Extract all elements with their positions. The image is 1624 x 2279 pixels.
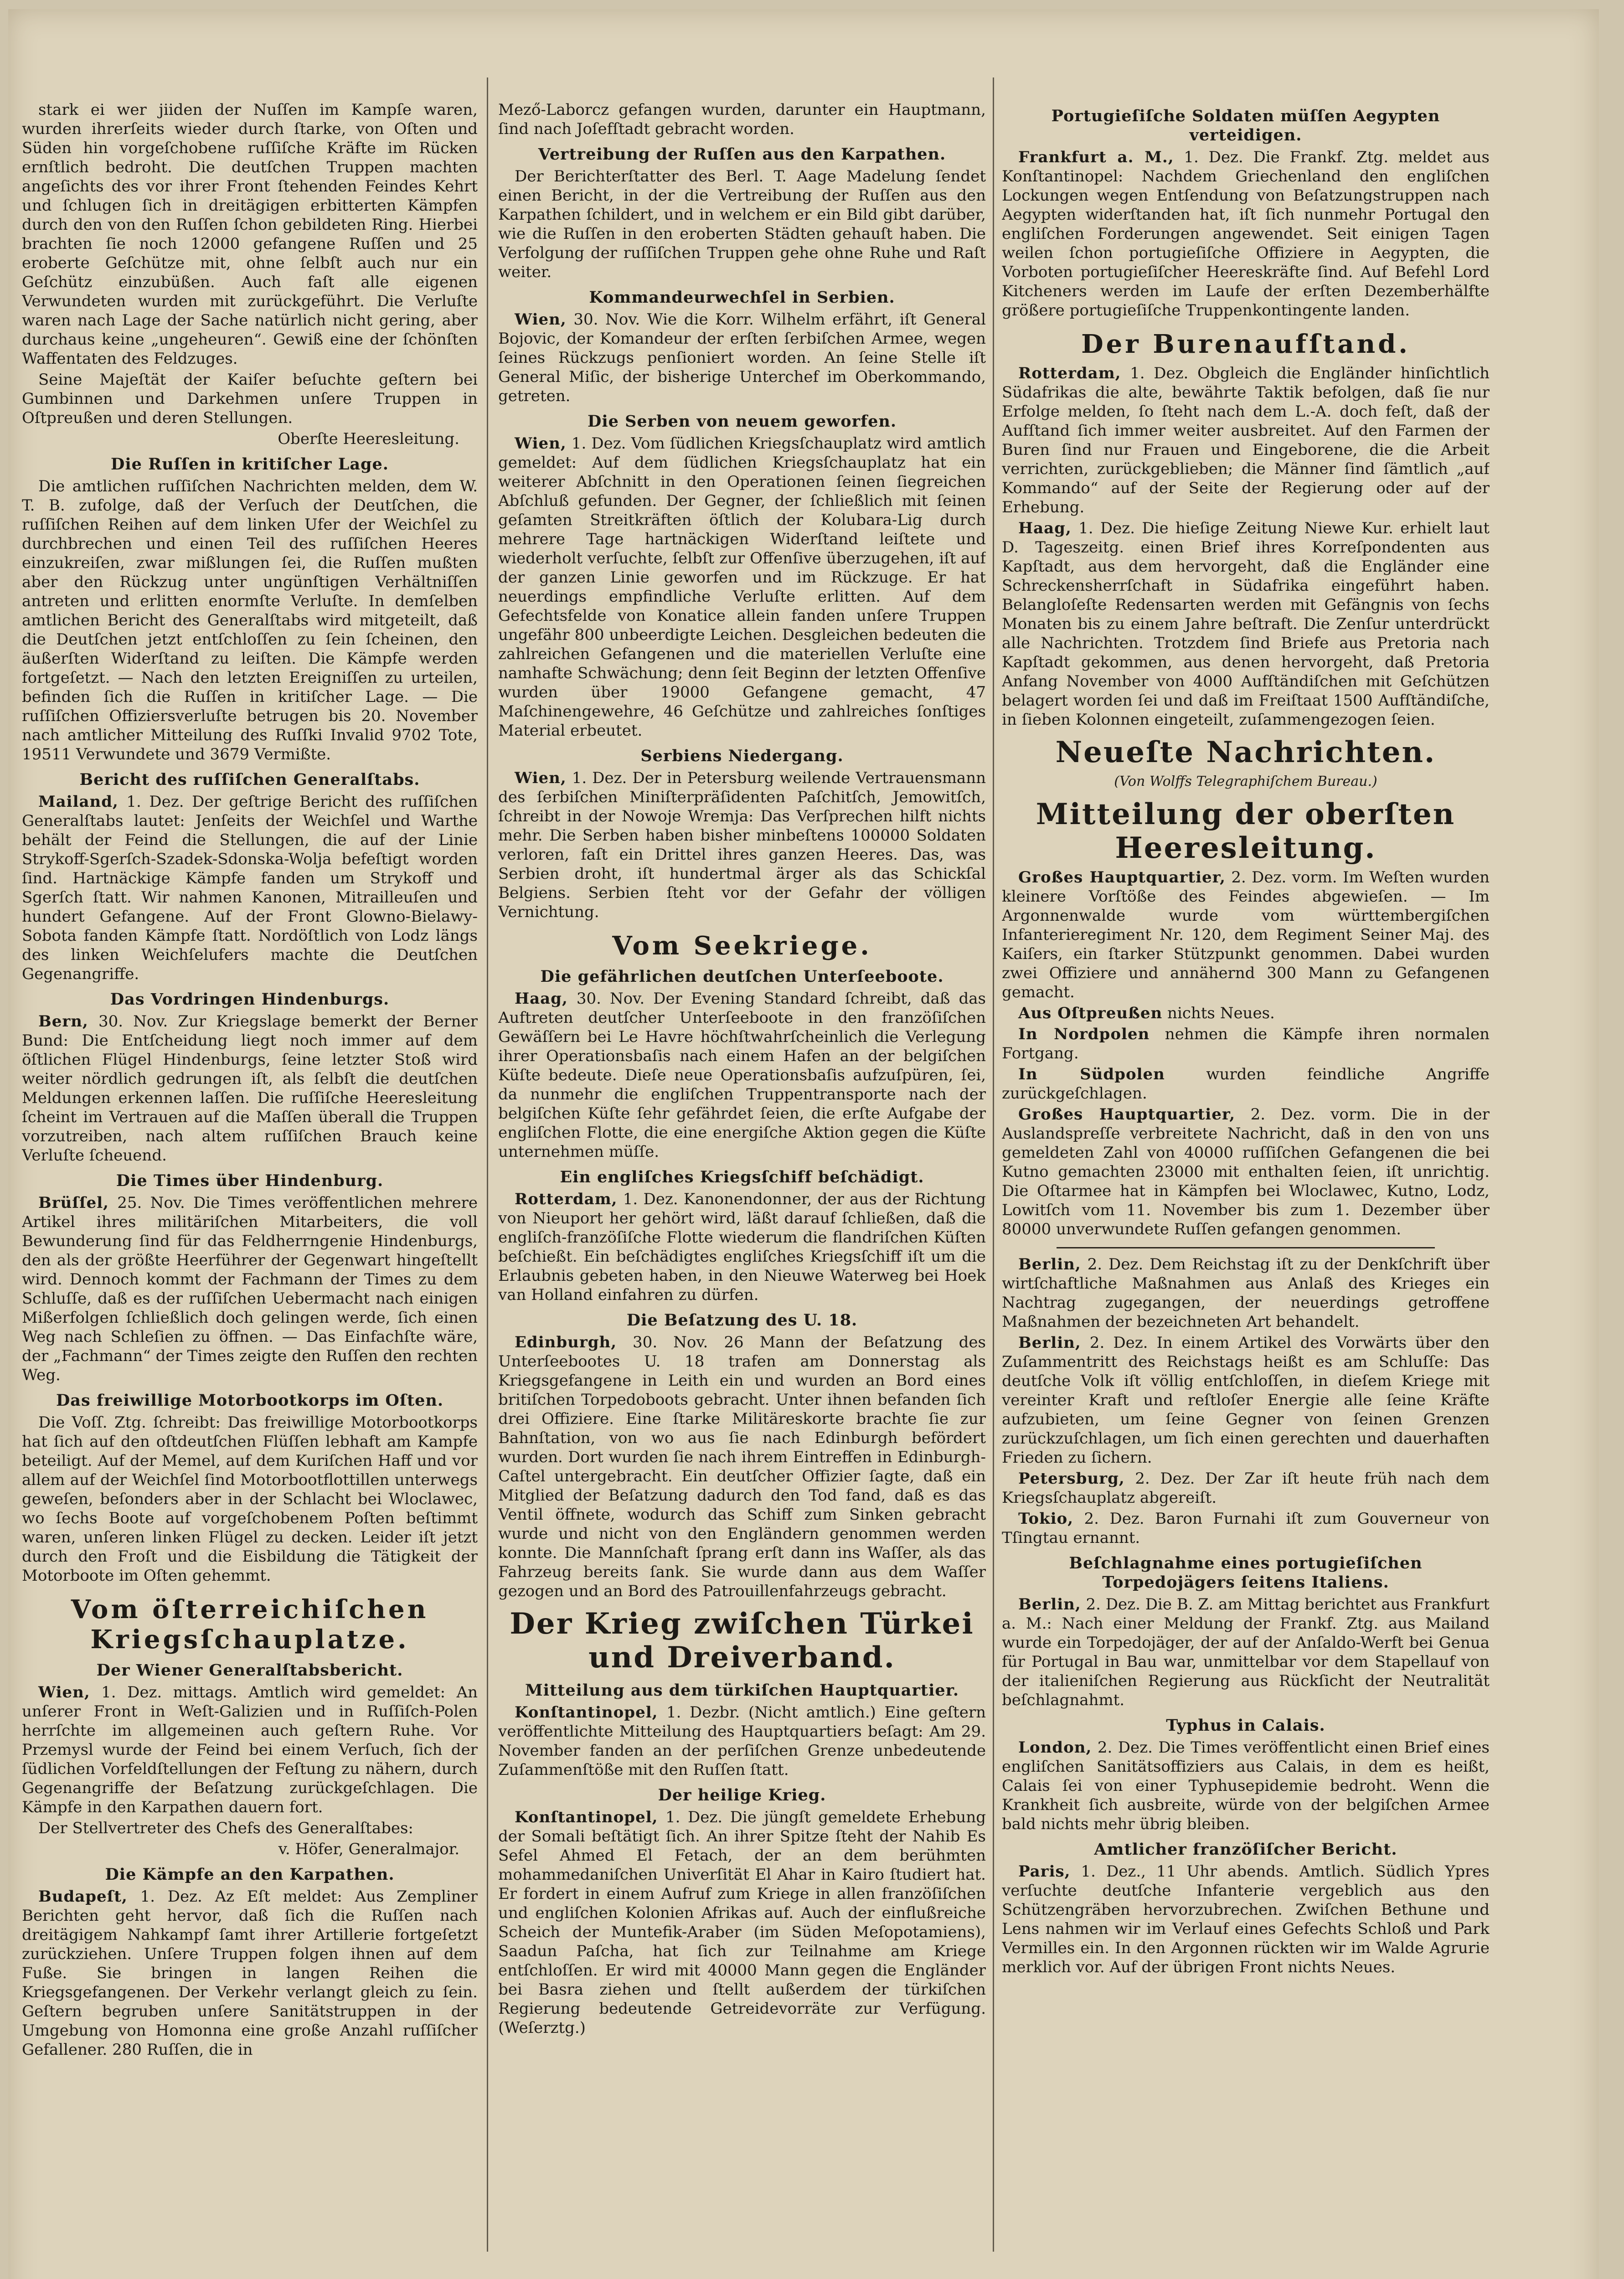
article-headline: Typhus in Calais. — [1166, 1716, 1325, 1735]
section-banner: Neueſte Nachrichten. — [1055, 735, 1436, 769]
dateline: Mailand, — [38, 793, 119, 811]
signature-line: v. Höfer, Generalmajor. — [278, 1840, 459, 1858]
dateline: London, — [1018, 1738, 1092, 1757]
article-paragraph — [1002, 1595, 1490, 1710]
paragraph-text: 1. Dez. Die jüngſt gemeldete Erhebung der Somali beſtätigt ſich. An ihrer Spitze ſteht der Nahib Es Sefel Ahmed El Fetach, der an dem berühmten mohammedaniſchen Univerſität El Ahar in Kairo ſtudiert hat. Er fordert in einem Aufruf zum Kriege in allen franzöſiſchen und engliſchen Kolonien Afrikas auf. Auch der einflußreiche Scheich der Muntefik-Araber (im Süden Meſopotamiens), Saadun Paſcha, hat ſich zur Teilnahme am Kriege entſchloſſen. Er wird mit 40000 Mann gegen die Engländer bei Basra ziehen und ſtellt außerdem der türkiſchen Regierung bedeutende Getreidevorräte zur Verfügung. (Weſerztg.) — [498, 1808, 986, 2037]
paragraph-text: 1. Dez. Der geſtrige Bericht des ruſſiſchen Generalſtabs lautet: Jenſeits der Weichſel und Warthe behält der Feind die Stellungen, die auf der Linie Strykoff-Sgerſch-Szadek-Sdonska-Wolja befeſtigt worden ſind. Hartnäckige Kämpfe fanden um Strykoff und Sgerſch ſtatt. Wir nahmen Kanonen, Mitrailleuſen und hundert Gefangene. Auf der Front Glowno-Bielawy-Sobota fanden Kämpfe ſtatt. Nordöſtlich von Lodz längs des linken Weichſelufers machte die Deutſchen Gegenangriffe. — [22, 793, 478, 983]
article-headline: Die Kämpfe an den Karpathen. — [105, 1865, 395, 1884]
paragraph-text: wurden feindliche Angriffe zurückgeſchlagen. — [1002, 1065, 1490, 1103]
paragraph-text: 2. Dez. Die Times veröffentlicht einen Brief eines engliſchen Sanitätsoffiziers aus Calais, in dem es heißt, Calais ſei von einer Typhusepidemie bedroht. Wenn die Krankheit ſich ausbreite, würde von der belgiſchen Armee bald nichts mehr übrig bleiben. — [1002, 1738, 1490, 1833]
article-paragraph — [22, 1193, 478, 1385]
article-paragraph — [1002, 1105, 1490, 1239]
article-headline: Der heilige Krieg. — [658, 1786, 826, 1805]
article-headline: Die gefährlichen deutſchen Unterſeeboote. — [540, 967, 944, 986]
article-paragraph — [22, 792, 478, 984]
article-paragraph — [498, 768, 986, 922]
dateline: Wien, — [515, 310, 567, 329]
paragraph-text: 1. Dez. Vom ſüdlichen Kriegsſchauplatz wird amtlich gemeldet: Auf dem ſüdlichen Kriegsſchauplatz hat ein weiterer Abſchnitt in den Operationen ſeinen ſiegreichen Abſchluß gefunden. Der Gegner, der ſchließlich mit ſeinen geſamten Streitkräften öſtlich der Kolubara-Lig durch mehrere Tage hartnäckigen Widerſtand leiſtete und wiederholt verſuchte, ſelbſt zur Offenſive überzugehen, iſt auf der ganzen Linie geworfen und im Rückzuge. Er hat neuerdings empfindliche Verluſte erlitten. Auf dem Gefechtsfelde von Konatice allein fanden unſere Truppen ungefähr 800 unbeerdigte Leichen. Desgleichen bedeuten die zahlreichen Gefangenen und die materiellen Verluſte eine namhafte Schwächung; denn ſeit Beginn der letzten Offenſive wurden über 19000 Gefangene gemacht, 47 Maſchinengewehre, 46 Geſchütze und zahlreiches ſonſtiges Material erbeutet. — [498, 434, 986, 740]
dateline: Bern, — [38, 1012, 88, 1031]
paragraph-text: 1. Dezbr. (Nicht amtlich.) Eine geſtern veröffentlichte Mitteilung des Hauptquartiers beſagt: Am 29. November fanden an der perſiſchen Grenze unbedeutende Zuſammenſtöße mit den Ruſſen ſtatt. — [498, 1703, 986, 1779]
paragraph-text: 2. Dez. In einem Artikel des Vorwärts über den Zuſammentritt des Reichstags heißt es am Schluſſe: Das deutſche Volk iſt völlig entſchloſſen, in dieſem Kriege mit vereinter Kraft und reſtloſer Energie alle ſeine Kräfte aufzubieten, um ſeine Gegner von ſeinen Grenzen zurückzuſchlagen, um ſich einen gerechten und dauerhaften Frieden zu ſichern. — [1002, 1334, 1490, 1467]
dateline: Wien, — [515, 434, 567, 453]
article-headline: Das Vordringen Hindenburgs. — [110, 990, 390, 1009]
dateline: Brüſſel, — [38, 1194, 109, 1212]
article-headline: Vertreibung der Ruſſen aus den Karpathen. — [538, 145, 946, 164]
paragraph-text: 1. Dez. mittags. Amtlich wird gemeldet: An unſerer Front in Weſt-Galizien und in Ruſſiſch-Polen herrſchte im allgemeinen auch geſtern Ruhe. Vor Przemysl wurde der Feind bei einem Verſuch, ſich der ſüdlichen Vorfeldſtellungen der Feſtung zu nähern, durch Gegenangriffe der Beſatzung zurückgeſchlagen. Die Kämpfe in den Karpathen dauern fort. — [22, 1683, 478, 1816]
paragraph-text: 1. Dez. Die Frankf. Ztg. meldet aus Konſtantinopel: Nachdem Griechenland den engliſchen Lockungen wegen Entſendung von Beſatzungstruppen nach Aegypten widerſtanden hat, iſt ſich nunmehr Portugal den engliſchen Forderungen angewendet. Seit einigen Tagen weilen ſchon portugieſiſche Offiziere in Aegypten, die Vorboten portugieſiſcher Heereskräfte ſind. Auf Befehl Lord Kitcheners werden im Laufe der erſten Dezemberhälfte größere portugieſiſche Truppenkontingente landen. — [1002, 148, 1490, 320]
article-paragraph — [1002, 1862, 1490, 1977]
dateline: Aus Oſtpreußen — [1018, 1004, 1163, 1022]
article-paragraph — [1002, 1065, 1490, 1103]
article-paragraph: stark ei wer jiiden der Nuſſen im Kampſe waren, wurden ihrerſeits wieder durch ſtarke, von Oſten und Süden hin vorgeſchobene ruſſiſche Kräfte im Rücken ernſtlich bedroht. Die deutſchen Truppen machten angeſichts des vor ihrer Front ſtehenden Feindes Kehrt und ſchlugen ſich in dreitägigen erbitterten Kämpfen durch den von den Ruſſen ſchon gebildeten Ring. Hierbei brachten ſie noch 12000 gefangene Ruſſen und 25 eroberte Geſchütze mit, ohne ſelbſt auch nur ein Geſchütz einzubüßen. Auch faſt alle eigenen Verwundeten wurden mit zurückgeführt. Die Verluſte waren nach Lage der Sache natürlich nicht gering, aber durchaus keine „ungeheuren“. Gewiß eine der ſchönſten Waffentaten des Feldzuges. — [22, 101, 478, 368]
article-headline: Portugieſiſche Soldaten müſſen Aegypten verteidigen. — [1051, 107, 1440, 144]
newspaper-page — [8, 9, 1599, 2279]
paragraph-text: 1. Dez. Az Eſt meldet: Aus Zempliner Berichten geht hervor, daß ſich die Ruſſen nach dreitägigem Nahkampf ſamt ihrer Artillerie fortgeſetzt zurückziehen. Unſere Truppen folgen ihnen auf dem Fuße. Sie bringen in langen Reihen die Kriegsgefangenen. Der Verkehr verlangt gleich zu ſein. Geſtern begruben unſere Sanitätstruppen in der Umgebung von Homonna eine große Anzahl ruſſiſcher Gefallener. 280 Ruſſen, die in — [22, 1887, 478, 2059]
paragraph-text: 2. Dez. Dem Reichstag iſt zu der Denkſchrift über wirtſchaftliche Maßnahmen aus Anlaß des Krieges ein Nachtrag zugegangen, der neuerdings getroffene Maßnahmen der bezeichneten Art behandelt. — [1002, 1255, 1490, 1331]
article-paragraph — [498, 1333, 986, 1601]
article-paragraph — [1002, 519, 1490, 729]
dateline: In Nordpolen — [1018, 1025, 1150, 1043]
article-headline: Bericht des ruſſiſchen Generalſtabs. — [79, 770, 420, 789]
article-paragraph — [22, 1887, 478, 2059]
column-divider — [487, 77, 488, 2252]
article-paragraph: Mező-Laborcz gefangen wurden, darunter ein Hauptmann, ſind nach Joſefſtadt gebracht worden. — [498, 101, 986, 138]
dateline: Großes Hauptquartier, — [1018, 1105, 1236, 1124]
article-paragraph: Die amtlichen ruſſiſchen Nachrichten melden, dem W. T. B. zufolge, daß der Verſuch der Deutſchen, die ruſſiſchen Reihen auf dem linken Ufer der Weichſel zu durchbrechen und einen Teil des ruſſiſchen Heeres einzukreiſen, zwar mißlungen ſei, die Ruſſen mußten aber den Rückzug unter ungünſtigen Verhältniſſen antreten und erlitten enormſte Verluſte. In demſelben amtlichen Bericht des Generalſtabs wird mitgeteilt, daß die Deutſchen jetzt entſchloſſen zu ſein ſcheinen, den äußerſten Widerſtand zu leiſten. Die Kämpfe werden fortgeſetzt. — Nach den letzten Ereigniſſen zu urteilen, befinden ſich die Ruſſen in kritiſcher Lage. — Die ruſſiſchen Offiziersverluſte betrugen bis 20. November nach amtlicher Mitteilung des Ruſſki Invalid 9702 Tote, 19511 Verwundete und 3679 Vermißte. — [22, 477, 478, 763]
section-heading: Der Burenaufſtand. — [1081, 329, 1410, 359]
dateline: Konſtantinopel, — [515, 1808, 658, 1826]
paragraph-text: 30. Nov. Zur Kriegslage bemerkt der Berner Bund: Die Entſcheidung liegt noch immer auf dem öſtlichen Flügel Hindenburgs, ſeine letzter Stoß wird weiter nördlich gedrungen iſt, als ſelbſt die deutſchen Meldungen erkennen laſſen. Die ruſſiſche Heeresleitung ſcheint im Vertrauen auf die Maſſen überall die Truppen vorzutreiben, nach altem ruſſiſchen Brauch keine Verluſte ſcheuend. — [22, 1012, 478, 1165]
article-headline: Der Wiener Generalſtabsbericht. — [96, 1661, 403, 1680]
article-paragraph — [498, 310, 986, 406]
dateline: Budapeſt, — [38, 1887, 128, 1906]
article-paragraph: Der Stellvertreter des Chefs des Generalſtabes: — [38, 1819, 413, 1837]
article-headline: Das freiwillige Motorbootkorps im Oſten. — [56, 1391, 444, 1410]
article-headline: Amtlicher franzöſiſcher Bericht. — [1094, 1840, 1397, 1859]
paragraph-text: nehmen die Kämpfe ihren normalen Fortgang. — [1002, 1025, 1490, 1062]
article-paragraph — [498, 1190, 986, 1304]
article-headline: Ein engliſches Kriegsſchiff beſchädigt. — [560, 1168, 924, 1186]
dateline: Haag, — [515, 990, 568, 1008]
dateline: Rotterdam, — [1018, 364, 1121, 382]
column-left — [22, 100, 478, 2279]
article-headline: Die Serben von neuem geworfen. — [587, 412, 897, 431]
article-paragraph — [1002, 1509, 1490, 1547]
article-paragraph — [498, 989, 986, 1161]
paragraph-text: 2. Dez. Die B. Z. am Mittag berichtet aus Frankfurt a. M.: Nach einer Meldung der Frankf. Ztg. aus Mailand wurde ein Torpedojäger, der auf der Anſaldo-Werft bei Genua für Portugal in Bau war, unmittelbar vor dem Stapellauf von der italieniſchen Regierung aus Rückſicht der Neutralität beſchlagnahmt. — [1002, 1595, 1490, 1709]
column-middle — [498, 100, 986, 2279]
article-paragraph — [498, 1808, 986, 2037]
article-paragraph — [1002, 1004, 1490, 1023]
paragraph-text: 2. Dez. vorm. Im Weſten wurden kleinere Vorſtöße des Feindes abgewieſen. — Im Argonnenwalde wurde vom württembergiſchen Infanterieregiment Nr. 120, dem Regiment Seiner Maj. des Kaiſers, ein ſtarker Stützpunkt genommen. Dabei wurden zwei Offiziere und annähernd 300 Mann zu Gefangenen gemacht. — [1002, 868, 1490, 1001]
dateline: Rotterdam, — [515, 1190, 618, 1208]
article-headline: Die Ruſſen in kritiſcher Lage. — [111, 455, 389, 474]
dateline: Konſtantinopel, — [515, 1703, 658, 1722]
dateline: Edinburgh, — [515, 1333, 617, 1351]
column-divider — [993, 77, 994, 2252]
paragraph-text: 2. Dez. vorm. Die in der Auslandspreſſe verbreitete Nachricht, daß in den von uns gemeldeten Zahl von 40000 ruſſiſchen Gefangenen die bei Kutno gemachten 23000 mit enthalten ſeien, iſt unrichtig. Die Oſtarmee hat in Kämpfen bei Wloclawec, Kutno, Lodz, Lowitſch vom 11. November bis zum 1. Dezember über 80000 unverwundete Ruſſen gefangen genommen. — [1002, 1105, 1490, 1238]
paragraph-text: 2. Dez. Der Zar iſt heute früh nach dem Kriegsſchauplatz abgereiſt. — [1002, 1469, 1490, 1507]
article-headline: Serbiens Niedergang. — [640, 747, 844, 765]
section-banner: Der Krieg zwiſchen Türkei und Dreiverband. — [510, 1607, 974, 1675]
article-paragraph: Seine Majeſtät der Kaiſer beſuchte geſtern bei Gumbinnen und Darkehmen unſere Truppen in Oſtpreußen und deren Stellungen. — [22, 371, 478, 427]
column-right — [1002, 100, 1490, 2279]
paragraph-text: 30. Nov. 26 Mann der Beſatzung des Unterſeebootes U. 18 trafen am Donnerstag als Kriegsgefangene in Leith ein und wurden an Bord eines britiſchen Torpedoboots gebracht. Unter ihnen befanden ſich drei Offiziere. Eine ſtarke Militäreskorte brachte ſie zur Bahnſtation, von wo aus ſie nach Edinburgh befördert wurden. Dort wurden ſie nach ihrem Eintreffen in Edinburgh-Caſtel untergebracht. Ein deutſcher Offizier ſagte, daß ein Mitglied der Beſatzung dadurch den Tod fand, daß es das Ventil öffnete, wodurch das Schiff zum Sinken gebracht wurde und nicht von den Engländern genommen werden konnte. Die Mannſchaft ſprang erſt dann ins Waſſer, als das Fahrzeug bereits ſank. Sie wurde dann aus dem Waſſer gezogen und an Bord des Patrouillenfahrzeugs gebracht. — [498, 1333, 986, 1600]
dateline: Wien, — [38, 1683, 90, 1702]
dateline: Petersburg, — [1018, 1469, 1125, 1488]
dateline: Großes Hauptquartier, — [1018, 868, 1226, 887]
dateline: Berlin, — [1018, 1334, 1081, 1352]
article-headline: Die Times über Hindenburg. — [116, 1171, 384, 1190]
separator-rule — [1057, 1247, 1435, 1248]
dateline: Tokio, — [1018, 1510, 1074, 1528]
article-paragraph: Der Berichterſtatter des Berl. T. Aage Madelung ſendet einen Bericht, in der die Vertreibung der Ruſſen aus den Karpathen ſchildert, und in welchem er ein Bild gibt darüber, wie die Ruſſen in den eroberten Städten gehauſt haben. Die Verfolgung der ruſſiſchen Truppen gehe ohne Ruhe und Raſt weiter. — [498, 167, 986, 281]
article-paragraph — [1002, 1333, 1490, 1467]
article-paragraph — [1002, 1255, 1490, 1331]
article-headline: Die Beſatzung des U. 18. — [626, 1311, 858, 1330]
dateline: Berlin, — [1018, 1595, 1081, 1614]
paragraph-text: 30. Nov. Wie die Korr. Wilhelm erfährt, iſt General Bojovic, der Komandeur der erſten ſerbiſchen Armee, wegen ſeines Rückzugs penſioniert worden. An ſeine Stelle iſt General Miſic, der bisherige Unterchef im Oberkommando, getreten. — [498, 310, 986, 405]
article-paragraph — [1002, 148, 1490, 320]
article-headline: Beſchlagnahme eines portugieſiſchen Torpedojägers ſeitens Italiens. — [1069, 1554, 1423, 1592]
paragraph-text: 1. Dez. Der in Petersburg weilende Vertrauensmann des ſerbiſchen Miniſterpräſidenten Paſchitſch, Jemowitſch, ſchreibt in der Nowoje Wremja: Das Verſprechen hilft nichts mehr. Die Serben haben bisher minbeſtens 100000 Soldaten verloren, faſt ein Drittel ihres ganzen Heeres. Das, was Serbien droht, iſt hundertmal ärger als das Schickſal Belgiens. Serbien ſteht vor der Gefahr der völligen Vernichtung. — [498, 769, 986, 921]
article-paragraph — [1002, 364, 1490, 517]
dateline: Wien, — [515, 769, 567, 787]
article-paragraph — [1002, 1469, 1490, 1507]
dateline: Frankfurt a. M., — [1018, 148, 1174, 166]
article-headline: Kommandeurwechſel in Serbien. — [589, 288, 895, 307]
paragraph-text: 25. Nov. Die Times veröffentlichen mehrere Artikel ihres militäriſchen Mitarbeiters, die voll Bewunderung ſind für das Feldherrngenie Hindenburgs, den als der größte Heerführer der Gegenwart hingeſtellt wird. Dennoch kommt der Fachmann der Times zu dem Schluſſe, daß es der ruſſiſchen Uebermacht nach einigen Mißerfolgen ſchließlich doch gelingen werde, ſich einen Weg nach Schleſien zu öffnen. — Das Einfachſte wäre, der „Fachmann“ der Times zeigte den Ruſſen den rechten Weg. — [22, 1194, 478, 1384]
article-headline: Mitteilung aus dem türkiſchen Hauptquartier. — [525, 1681, 959, 1700]
article-paragraph — [22, 1012, 478, 1165]
dateline: Paris, — [1018, 1862, 1071, 1881]
section-banner: Mitteilung der oberſten Heeresleitung. — [1036, 797, 1456, 865]
dateline: In Südpolen — [1018, 1065, 1165, 1083]
paragraph-text: 2. Dez. Baron Furnahi iſt zum Gouverneur von Tſingtau ernannt. — [1002, 1510, 1490, 1547]
dateline: Berlin, — [1018, 1255, 1081, 1274]
article-paragraph — [1002, 868, 1490, 1002]
article-paragraph — [498, 434, 986, 740]
paragraph-text: 1. Dez., 11 Uhr abends. Amtlich. Südlich Ypres verſuchte deutſche Infanterie vergeblich aus den Schützengräben hervorzubrechen. Zwiſchen Bethune und Lens nahmen wir im Verlauf eines Gefechts Schloß und Park Vermilles ein. In den Argonnen rückten wir im Walde Agrurie merklich vor. Auf der übrigen Front nichts Neues. — [1002, 1862, 1490, 1976]
section-heading: Vom Seekriege. — [612, 931, 872, 961]
section-heading: Vom öſterreichiſchen Kriegsſchauplatze. — [71, 1594, 429, 1655]
article-paragraph — [498, 1703, 986, 1779]
paragraph-text: 1. Dez. Die hieſige Zeitung Niewe Kur. erhielt laut D. Tageszeitg. einen Brief ihres Korreſpondenten aus Kapſtadt, aus dem hervorgeht, daß die Engländer eine Schreckensherrſchaft in Südafrika eingeführt haben. Belangloſeſte Redensarten werden mit Gefängnis von ſechs Monaten bis zu einem Jahre beſtraft. Die Zenſur unterdrückt alle Nachrichten. Trotzdem ſind Briefe aus Pretoria nach Kapſtadt gekommen, aus denen hervorgeht, daß Pretoria Anfang November von 4000 Aufſtändiſchen mit Geſchützen belagert worden ſei und daß im Freiſtaat 1500 Aufſtändiſche, in ſieben Kolonnen eingeteilt, zuſammengezogen ſeien. — [1002, 519, 1490, 729]
section-subtitle: (Von Wolffs Telegraphiſchem Bureau.) — [1114, 773, 1377, 789]
dateline: Haag, — [1018, 519, 1072, 537]
paragraph-text: nichts Neues. — [1162, 1004, 1275, 1022]
article-paragraph — [22, 1683, 478, 1817]
article-paragraph — [1002, 1025, 1490, 1063]
article-paragraph: Die Voſſ. Ztg. ſchreibt: Das freiwillige Motorbootkorps hat ſich auf den oſtdeutſchen Flüſſen lebhaft am Kampfe beteiligt. Auf der Memel, auf dem Kuriſchen Haff und vor allem auf der Weichſel ſind Motorbootflottillen unterwegs geweſen, beſonders aber in der Schlacht bei Wloclawec, wo ſechs Boote auf vorgeſchobenem Poſten beſtimmt waren, unſeren linken Flügel zu decken. Leider iſt jetzt durch den Froſt und die Eisbildung die Tätigkeit der Motorboote im Oſten gehemmt. — [22, 1413, 478, 1585]
signature-line: Oberſte Heeresleitung. — [278, 430, 459, 448]
article-paragraph — [1002, 1738, 1490, 1834]
paragraph-text: 1. Dez. Obgleich die Engländer hinſichtlich Südafrikas die alte, bewährte Taktik befolgen, daß ſie nur Erfolge melden, ſo ſteht nach dem L.-A. doch feſt, daß der Aufſtand ſich immer weiter ausbreitet. Auf den Farmen der Buren ſind nur Frauen und Eingeborene, die die Arbeit verrichten, zurückgeblieben; die Männer ſind ſämtlich „auf Kommando“ auf der Seite der Regierung oder auf der Erhebung. — [1002, 364, 1490, 516]
paragraph-text: 30. Nov. Der Evening Standard ſchreibt, daß das Auftreten deutſcher Unterſeeboote in den franzöſiſchen Gewäſſern bei Le Havre höchſtwahrſcheinlich die Verlegung ihrer Operationsbaſis nach einem Hafen an der belgiſchen Küſte bedeute. Dieſe neue Operationsbaſis aufzuſpüren, ſei, da nunmehr die engliſchen Truppentransporte nach der belgiſchen Küſte ſehr gefährdet ſeien, die erſte Aufgabe der engliſchen Flotte, die eine energiſche Aktion gegen die Küſte unternehmen müſſe. — [498, 990, 986, 1161]
paragraph-text: 1. Dez. Kanonendonner, der aus der Richtung von Nieuport her gehört wird, läßt darauf ſchließen, daß die engliſch-franzöſiſche Flotte wiederum die flandriſchen Küſten beſchießt. Ein beſchädigtes engliſches Kriegsſchiff iſt um die Erlaubnis gebeten haben, in den Nieuwe Waterweg bei Hoek van Holland einfahren zu dürfen. — [498, 1190, 986, 1304]
